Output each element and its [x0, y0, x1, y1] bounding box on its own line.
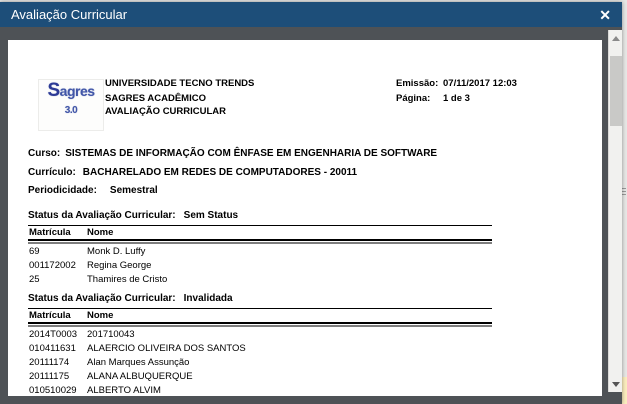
course-info-row — [28, 167, 437, 186]
status-section — [8, 210, 602, 286]
table-header-row — [28, 309, 492, 322]
report-document — [8, 40, 602, 396]
table-header-rule-thick — [28, 239, 492, 241]
column-header-nome: Nome — [87, 310, 114, 322]
system-name: SAGRES ACADÊMICO — [105, 92, 206, 104]
status-section — [8, 293, 602, 396]
vertical-scrollbar[interactable] — [608, 30, 622, 392]
dialog-title: Avaliação Curricular — [11, 7, 128, 22]
report-meta — [396, 78, 517, 104]
course-info — [28, 148, 437, 204]
table-body — [28, 327, 492, 396]
section-status-line — [8, 293, 602, 308]
info-label: Curso: — [28, 148, 61, 159]
table-row — [28, 328, 492, 342]
dialog-titlebar[interactable] — [0, 2, 622, 27]
table-row — [28, 370, 492, 384]
cell-matricula: 010411631 — [29, 343, 76, 355]
cell-nome: 201710043 — [87, 329, 135, 341]
table-row — [28, 356, 492, 370]
cell-matricula: 001172002 — [29, 259, 76, 271]
info-value: BACHARELADO EM REDES DE COMPUTADORES - 20011 — [82, 166, 358, 178]
scroll-up-button[interactable] — [609, 31, 623, 45]
table-header-rule-thick — [28, 322, 492, 324]
report-title: AVALIAÇÃO CURRICULAR — [105, 106, 227, 117]
column-header-nome: Nome — [87, 227, 114, 238]
info-label: Periodicidade: — [28, 185, 97, 196]
table-body — [28, 244, 492, 286]
section-status-line — [8, 210, 602, 225]
cell-nome: ALBERTO ALVIM — [87, 384, 161, 396]
cell-nome: Thamires de Cristo — [87, 273, 168, 285]
status-label: Status da Avaliação Curricular: — [28, 293, 176, 305]
table-row — [28, 245, 492, 259]
logo-text: agres — [59, 83, 95, 99]
arrow-down-icon — [612, 382, 620, 387]
emission-value: 07/11/2017 12:03 — [443, 78, 517, 89]
avaliacao-curricular-dialog — [0, 2, 622, 404]
cell-matricula: 20111174 — [29, 356, 70, 368]
status-label: Status da Avaliação Curricular: — [28, 210, 176, 221]
cell-matricula: 2014T0003 — [29, 329, 78, 341]
cell-matricula: 20111175 — [29, 370, 70, 382]
cell-nome: Regina George — [87, 259, 152, 271]
cell-nome: ALANA ALBUQUERQUE — [87, 370, 193, 382]
scrollbar-thumb[interactable] — [610, 56, 622, 126]
logo-version: 3.0 — [64, 105, 78, 116]
cell-matricula: 25 — [29, 273, 40, 285]
status-value: Invalidada — [183, 293, 233, 305]
status-value: Sem Status — [183, 210, 239, 221]
status-sections — [8, 210, 602, 396]
students-table — [28, 308, 492, 396]
table-row — [28, 384, 492, 396]
page-value: 1 de 3 — [443, 93, 470, 104]
column-header-matricula: Matrícula — [29, 310, 71, 322]
report-header — [105, 77, 254, 119]
info-value: Semestral — [109, 185, 158, 196]
cell-nome: Alan Marques Assunção — [87, 356, 190, 368]
cell-matricula: 69 — [29, 246, 40, 257]
course-info-row — [28, 148, 437, 167]
arrow-up-icon — [612, 36, 620, 41]
institution-name: UNIVERSIDADE TECNO TRENDS — [105, 78, 255, 89]
table-row — [28, 342, 492, 356]
emission-label: Emissão: — [396, 78, 439, 89]
dialog-body — [0, 27, 622, 404]
students-table — [28, 225, 492, 286]
logo-text-initial: S — [47, 80, 60, 101]
cell-nome: ALAERCIO OLIVEIRA DOS SANTOS — [87, 343, 246, 355]
scroll-down-button[interactable] — [609, 377, 623, 391]
column-header-matricula: Matrícula — [29, 227, 71, 238]
table-row — [28, 259, 492, 273]
close-icon[interactable]: ✕ — [599, 6, 611, 23]
sagres-logo — [38, 79, 104, 131]
info-label: Currículo: — [28, 166, 76, 178]
info-value: SISTEMAS DE INFORMAÇÃO COM ÊNFASE EM ENGENHARIA DE SOFTWARE — [65, 148, 438, 159]
cell-nome: Monk D. Luffy — [87, 246, 146, 257]
table-header-row — [28, 226, 492, 239]
page-label: Página: — [396, 93, 431, 104]
course-info-row — [28, 185, 437, 204]
table-row — [28, 273, 492, 287]
cell-matricula: 010510029 — [29, 384, 77, 396]
